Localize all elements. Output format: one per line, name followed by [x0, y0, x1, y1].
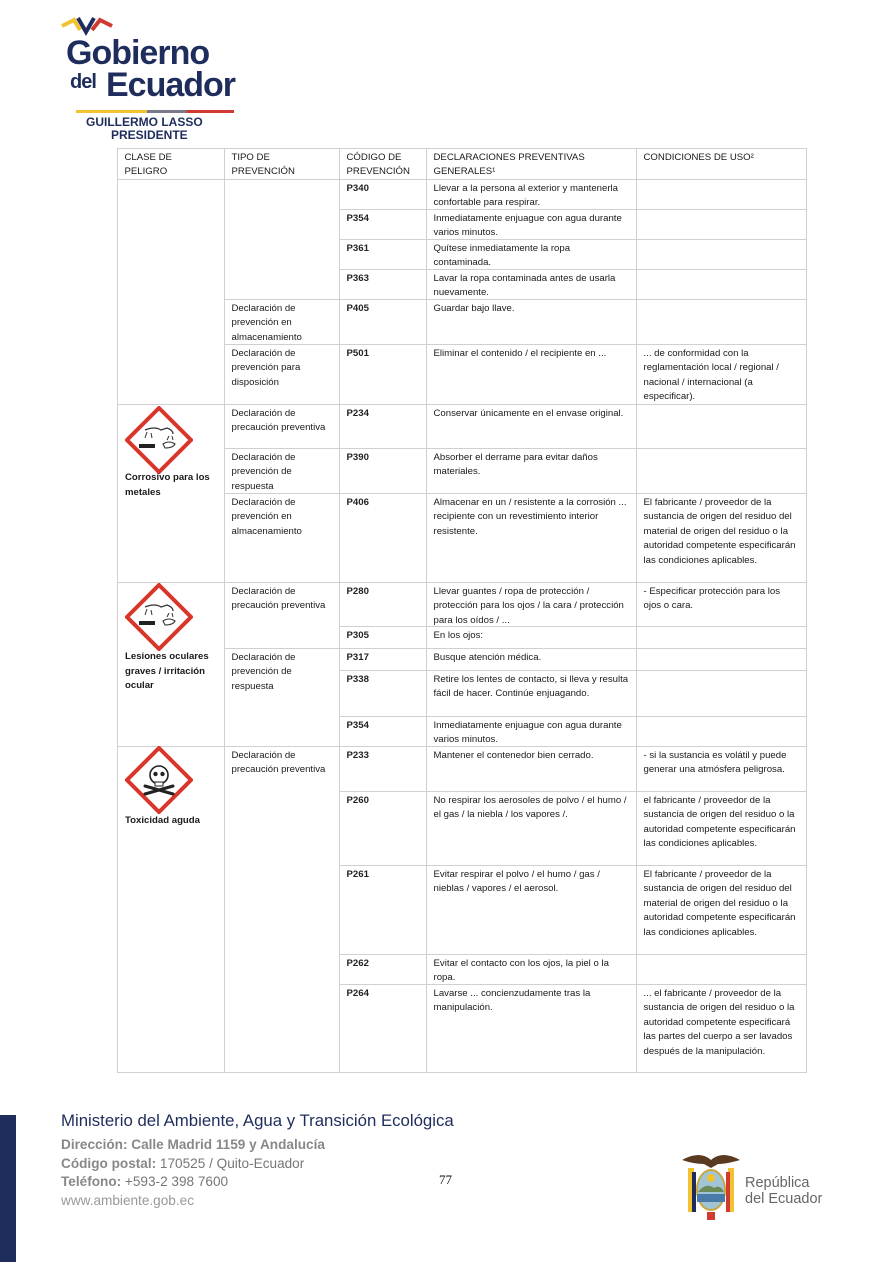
- logo-tricolor-bar: [76, 110, 234, 113]
- row-conditions: [636, 716, 807, 747]
- row-code: P262: [339, 954, 427, 985]
- phone-label: Teléfono:: [61, 1174, 122, 1189]
- logo-gobierno: Gobierno: [66, 34, 210, 72]
- footer-accent-bar: [0, 1115, 16, 1262]
- row-statement: Retire los lentes de contacto, si lleva y resulta fácil de hacer. Continúe enjuagando.: [426, 670, 637, 717]
- header-codigo: CÓDIGO DE PREVENCIÓN: [339, 148, 427, 180]
- footer-website[interactable]: www.ambiente.gob.ec: [61, 1193, 194, 1208]
- row-statement: Almacenar en un / resistente a la corrosión ... recipiente con un revestimiento interior resistente.: [426, 493, 637, 583]
- logo-del: del: [70, 71, 96, 93]
- row-conditions: El fabricante / proveedor de la sustancia de origen del residuo del material de origen del residuo o la autoridad competente especificarán las condiciones aplicables.: [636, 493, 807, 583]
- row-code: P280: [339, 582, 427, 627]
- row-code: P264: [339, 984, 427, 1073]
- row-statement: Evitar el contacto con los ojos, la piel o la ropa.: [426, 954, 637, 985]
- type-cell: Declaración de prevención en almacenamiento: [224, 299, 340, 345]
- row-statement: Quítese inmediatamente la ropa contaminada.: [426, 239, 637, 270]
- hazard-label: Toxicidad aguda: [125, 815, 200, 826]
- row-conditions: - Especificar protección para los ojos o cara.: [636, 582, 807, 627]
- hazard-label: Corrosivo para los metales: [125, 472, 210, 498]
- ecuador-coat-of-arms-icon: [680, 1150, 742, 1222]
- ministry-name: Ministerio del Ambiente, Agua y Transición Ecológica: [61, 1111, 454, 1130]
- header-declaraciones: DECLARACIONES PREVENTIVAS GENERALES¹: [426, 148, 637, 180]
- row-statement: Llevar guantes / ropa de protección / protección para los ojos / la cara / protección para los oídos / ...: [426, 582, 637, 627]
- row-conditions: [636, 954, 807, 985]
- type-cell: Declaración de precaución preventiva: [224, 404, 340, 449]
- row-statement: Llevar a la persona al exterior y mantenerla confortable para respirar.: [426, 179, 637, 210]
- row-code: P405: [339, 299, 427, 345]
- header-clase: CLASE DE PELIGRO: [117, 148, 225, 180]
- type-cell: Declaración de prevención de respuesta: [224, 648, 340, 747]
- page-number: 77: [439, 1172, 452, 1187]
- skull-crossbones-pictogram-icon: [125, 746, 193, 814]
- header-tipo: TIPO DE PREVENCIÓN: [224, 148, 340, 180]
- row-conditions: [636, 209, 807, 240]
- row-conditions: [636, 239, 807, 270]
- row-code: P340: [339, 179, 427, 210]
- row-code: P233: [339, 746, 427, 792]
- row-statement: Lavarse ... concienzudamente tras la manipulación.: [426, 984, 637, 1073]
- republica-line2: del Ecuador: [745, 1191, 823, 1207]
- type-cell: Declaración de precaución preventiva: [224, 746, 340, 1073]
- postal-label: Código postal:: [61, 1156, 157, 1171]
- row-statement: Lavar la ropa contaminada antes de usarla nuevamente.: [426, 269, 637, 300]
- row-code: P338: [339, 670, 427, 717]
- type-cell-continued: [224, 179, 340, 300]
- row-statement: Mantener el contenedor bien cerrado.: [426, 746, 637, 792]
- republica-line1: República: [745, 1175, 810, 1191]
- row-code: P354: [339, 209, 427, 240]
- row-conditions: [636, 648, 807, 671]
- gobierno-ecuador-logo: [60, 16, 236, 142]
- row-code: P317: [339, 648, 427, 671]
- row-code: P260: [339, 791, 427, 866]
- header-condiciones: CONDICIONES DE USO²: [636, 148, 807, 180]
- row-conditions: [636, 299, 807, 345]
- row-code: P261: [339, 865, 427, 955]
- row-conditions: El fabricante / proveedor de la sustancia de origen del residuo del material de origen del residuo o la autoridad competente especificarán las condiciones aplicables.: [636, 865, 807, 955]
- row-conditions: ... de conformidad con la reglamentación local / regional / nacional / internacional (a especificar).: [636, 344, 807, 405]
- row-code: P390: [339, 448, 427, 494]
- row-statement: Inmediatamente enjuague con agua durante varios minutos.: [426, 209, 637, 240]
- row-code: P406: [339, 493, 427, 583]
- hazard-label: Lesiones oculares graves / irritación ocular: [125, 651, 209, 692]
- row-conditions: [636, 448, 807, 494]
- row-statement: No respirar los aerosoles de polvo / el humo / el gas / la niebla / los vapores /.: [426, 791, 637, 866]
- row-statement: Inmediatamente enjuague con agua durante varios minutos.: [426, 716, 637, 747]
- row-conditions: [636, 670, 807, 717]
- logo-ecuador: Ecuador: [106, 66, 236, 104]
- corrosion-pictogram-icon: [125, 583, 193, 651]
- footer-postal: [61, 1156, 304, 1171]
- type-cell: Declaración de precaución preventiva: [224, 582, 340, 649]
- row-conditions: [636, 179, 807, 210]
- row-code: P361: [339, 239, 427, 270]
- row-code: P363: [339, 269, 427, 300]
- republica-ecuador-text: [745, 1175, 822, 1207]
- corrosion-pictogram-icon: [125, 406, 193, 474]
- row-statement: Eliminar el contenido / el recipiente en ...: [426, 344, 637, 405]
- row-statement: Absorber el derrame para evitar daños materiales.: [426, 448, 637, 494]
- row-statement: Conservar únicamente en el envase original.: [426, 404, 637, 449]
- type-cell: Declaración de prevención para disposición: [224, 344, 340, 405]
- footer-address: Dirección: Calle Madrid 1159 y Andalucía: [61, 1137, 325, 1152]
- logo-president-name: GUILLERMO LASSO: [86, 115, 203, 129]
- type-cell: Declaración de prevención de respuesta: [224, 448, 340, 494]
- row-code: P305: [339, 626, 427, 649]
- type-cell: Declaración de prevención en almacenamiento: [224, 493, 340, 583]
- row-statement: En los ojos:: [426, 626, 637, 649]
- footer-phone: [61, 1174, 228, 1189]
- row-conditions: [636, 626, 807, 649]
- phone-value: +593-2 398 7600: [121, 1174, 229, 1189]
- row-statement: Busque atención médica.: [426, 648, 637, 671]
- row-conditions: [636, 269, 807, 300]
- row-statement: Guardar bajo llave.: [426, 299, 637, 345]
- row-conditions: [636, 404, 807, 449]
- row-statement: Evitar respirar el polvo / el humo / gas / nieblas / vapores / el aerosol.: [426, 865, 637, 955]
- hazard-class-cell-continued: [117, 179, 225, 405]
- row-conditions: ... el fabricante / proveedor de la sustancia de origen del residuo o la autoridad competente especificará las partes del cuerpo a ser lavados después de la manipulación.: [636, 984, 807, 1073]
- logo-president-title: PRESIDENTE: [111, 128, 188, 142]
- row-conditions: el fabricante / proveedor de la sustancia de origen del residuo o la autoridad competente especificarán las condiciones aplicables.: [636, 791, 807, 866]
- row-code: P501: [339, 344, 427, 405]
- row-conditions: - si la sustancia es volátil y puede generar una atmósfera peligrosa.: [636, 746, 807, 792]
- row-code: P234: [339, 404, 427, 449]
- postal-value: 170525 / Quito-Ecuador: [156, 1156, 305, 1171]
- row-code: P354: [339, 716, 427, 747]
